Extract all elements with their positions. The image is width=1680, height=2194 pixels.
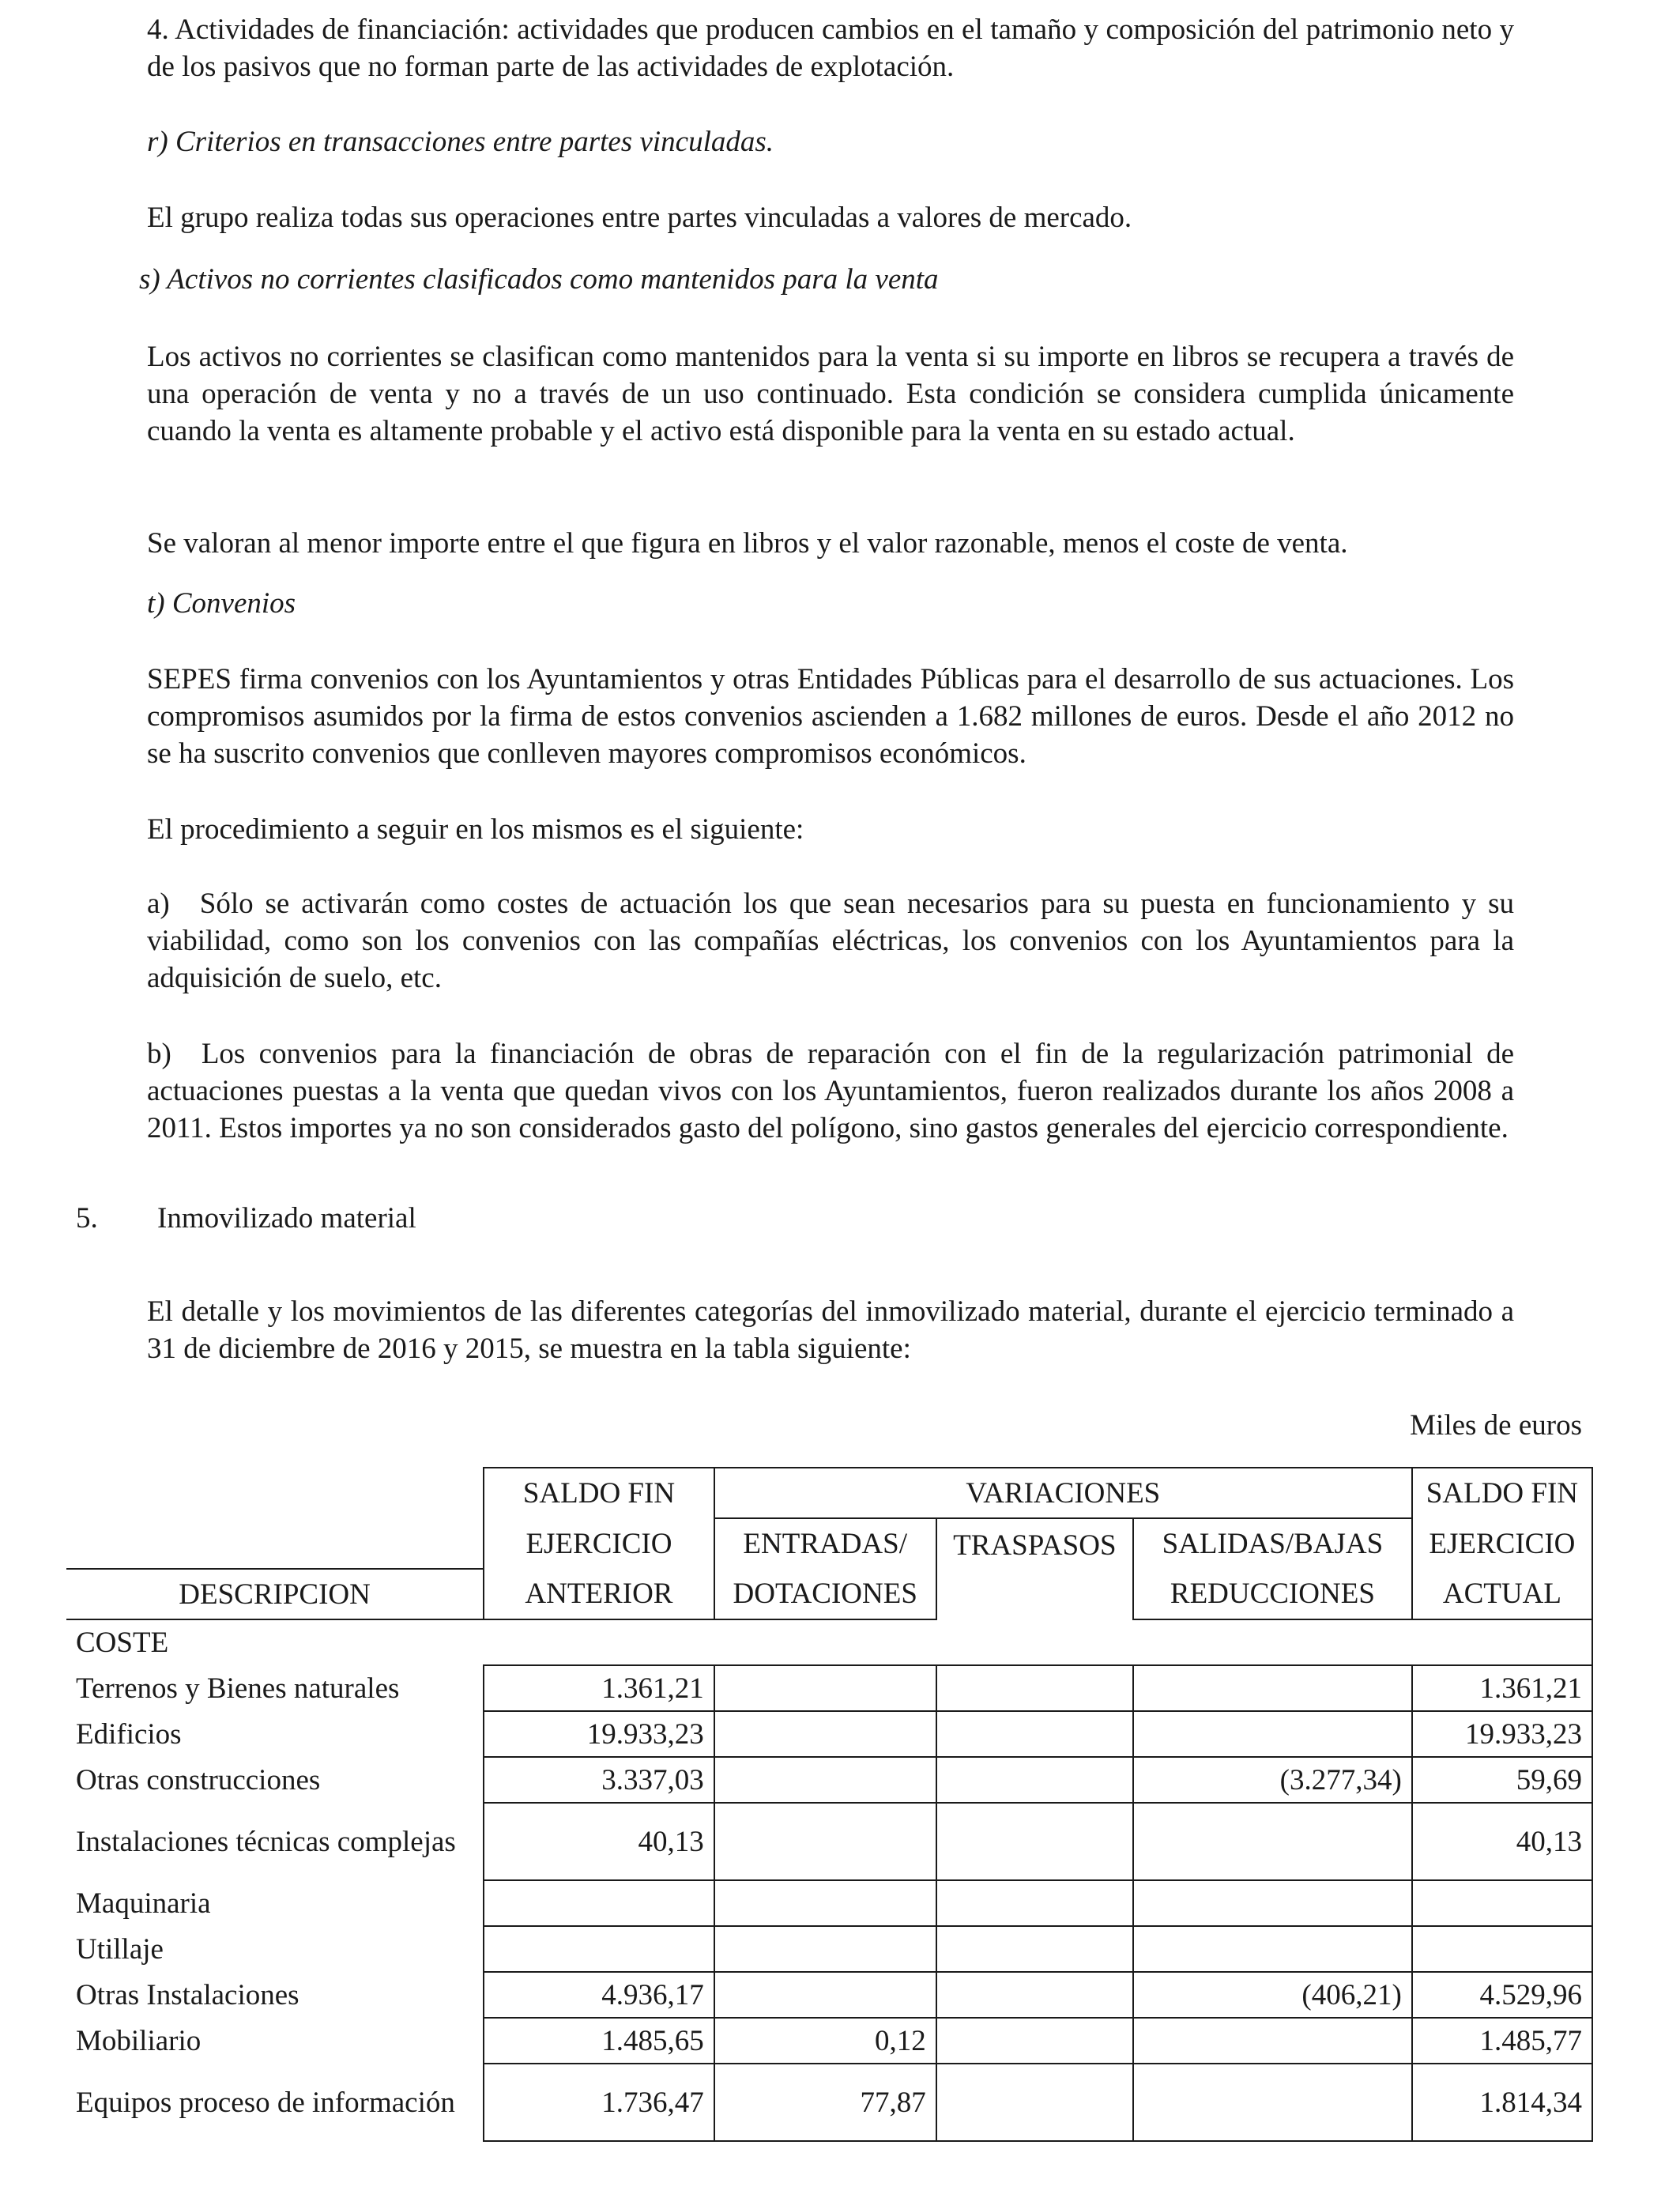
header-saldo-actual-2: EJERCICIO: [1412, 1518, 1592, 1569]
row-label: Equipos proceso de información: [76, 2086, 455, 2119]
cell-actual: 1.814,34: [1412, 2064, 1592, 2141]
header-entradas-1: ENTRADAS/: [714, 1518, 936, 1569]
section-number: 5.: [76, 1202, 98, 1235]
cell-anterior: 3.337,03: [484, 1757, 714, 1803]
cell-anterior: 4.936,17: [484, 1972, 714, 2018]
cell-anterior: 40,13: [484, 1803, 714, 1880]
cell-entradas: [714, 1880, 936, 1926]
item-b-text: Los convenios para la financiación de obras de reparación con el fin de la regularización patrimonial de actuaciones puestas a la venta que quedan vivos con los Ayuntamientos, fueron realizados durante los años 2008 a 2011. Estos importes ya no son considerados gasto del polígono, sino gastos generales del ejercicio correspondiente.: [147, 1038, 1514, 1144]
row-label: Otras Instalaciones: [76, 1978, 299, 2011]
header-traspasos: TRASPASOS: [936, 1518, 1133, 1619]
cell-anterior: 1.485,65: [484, 2018, 714, 2064]
header-saldo-anterior-2: EJERCICIO: [484, 1518, 714, 1569]
table-row: [66, 2064, 1592, 2141]
header-saldo-actual-1: SALDO FIN: [1412, 1468, 1592, 1518]
row-label: Terrenos y Bienes naturales: [76, 1672, 400, 1705]
header-variaciones: VARIACIONES: [714, 1468, 1412, 1518]
table-row: [66, 1711, 1592, 1757]
item-b-label: b): [147, 1038, 171, 1070]
cell-entradas: 77,87: [714, 2064, 936, 2141]
table-row: [66, 1665, 1592, 1711]
cell-salidas: [1133, 1803, 1412, 1880]
units-label: Miles de euros: [1410, 1409, 1582, 1442]
cell-salidas: [1133, 1926, 1412, 1972]
cell-traspasos: [936, 1665, 1133, 1711]
row-label: Mobiliario: [76, 2024, 202, 2057]
header-saldo-anterior-3: ANTERIOR: [484, 1569, 714, 1619]
cell-traspasos: [936, 1711, 1133, 1757]
table-row: [66, 1757, 1592, 1803]
heading-related-parties: r) Criterios en transacciones entre partes vinculadas.: [147, 126, 774, 158]
cell-actual: 19.933,23: [1412, 1711, 1592, 1757]
cell-anterior: [484, 1880, 714, 1926]
cell-actual: 1.485,77: [1412, 2018, 1592, 2064]
row-label: Instalaciones técnicas complejas: [76, 1825, 456, 1858]
table-row: [66, 1926, 1592, 1972]
fixed-assets-table: [66, 1467, 1593, 2142]
paragraph-item-b: [147, 1035, 1514, 1147]
cell-actual: [1412, 1880, 1592, 1926]
cell-traspasos: [936, 1880, 1133, 1926]
paragraph-table-intro: El detalle y los movimientos de las diferentes categorías del inmovilizado material, durante el ejercicio terminado a 31 de diciembre de 2016 y 2015, se muestra en la tabla siguiente:: [147, 1295, 1514, 1365]
row-label: Edificios: [76, 1717, 182, 1751]
heading-assets-held-for-sale: s) Activos no corrientes clasificados como mantenidos para la venta: [139, 263, 939, 296]
item-a-text: Sólo se activarán como costes de actuación los que sean necesarios para su puesta en funcionamiento y su viabilidad, como son los convenios con las compañías eléctricas, los convenios con los Ayuntamientos para la adquisición de suelo, etc.: [147, 888, 1514, 994]
item-a-label: a): [147, 888, 170, 920]
cell-salidas: [1133, 1711, 1412, 1757]
cell-salidas: [1133, 2018, 1412, 2064]
paragraph-related-parties: El grupo realiza todas sus operaciones entre partes vinculadas a valores de mercado.: [147, 202, 1132, 234]
cell-entradas: [714, 1757, 936, 1803]
paragraph-item-a: [147, 885, 1514, 997]
row-label: Utillaje: [76, 1932, 164, 1966]
section-coste: COSTE: [76, 1627, 169, 1659]
cell-entradas: [714, 1926, 936, 1972]
cell-entradas: [714, 1711, 936, 1757]
table-row: [66, 1972, 1592, 2018]
table-row: [66, 1880, 1592, 1926]
header-salidas-2: REDUCCIONES: [1133, 1569, 1412, 1619]
cell-anterior: 1.736,47: [484, 2064, 714, 2141]
cell-actual: 4.529,96: [1412, 1972, 1592, 2018]
row-label: Otras construcciones: [76, 1763, 321, 1796]
cell-traspasos: [936, 1803, 1133, 1880]
cell-salidas: [1133, 1880, 1412, 1926]
cell-entradas: [714, 1972, 936, 2018]
cell-entradas: [714, 1665, 936, 1711]
section-title: Inmovilizado material: [157, 1202, 416, 1235]
cell-actual: 40,13: [1412, 1803, 1592, 1880]
paragraph-assets-held-for-sale: Los activos no corrientes se clasifican como mantenidos para la venta si su importe en libros se recupera a través de una operación de venta y no a través de un uso continuado. Esta condición se considera cumplida únicamente cuando la venta es altamente probable y el activo está disponible para la venta en su estado actual.: [147, 341, 1514, 447]
paragraph-valuation: Se valoran al menor importe entre el que figura en libros y el valor razonable, menos el coste de venta.: [147, 527, 1348, 560]
cell-traspasos: [936, 1926, 1133, 1972]
header-saldo-actual-3: ACTUAL: [1412, 1569, 1592, 1619]
cell-traspasos: [936, 2064, 1133, 2141]
table-row: [66, 1803, 1592, 1880]
header-blank-2: [66, 1518, 484, 1569]
cell-traspasos: [936, 2018, 1133, 2064]
paragraph-agreements: SEPES firma convenios con los Ayuntamientos y otras Entidades Públicas para el desarrollo de sus actuaciones. Los compromisos asumidos por la firma de estos convenios ascienden a 1.682 millones de euros. Desde el año 2012 no se ha suscrito convenios que conlleven mayores compromisos económicos.: [147, 663, 1514, 770]
paragraph-financing-activities: 4. Actividades de financiación: actividades que producen cambios en el tamaño y composición del patrimonio neto y de los pasivos que no forman parte de las actividades de explotación.: [147, 13, 1514, 83]
cell-anterior: [484, 1926, 714, 1972]
cell-salidas: [1133, 2064, 1412, 2141]
cell-traspasos: [936, 1757, 1133, 1803]
cell-entradas: 0,12: [714, 2018, 936, 2064]
header-salidas-1: SALIDAS/BAJAS: [1133, 1518, 1412, 1569]
cell-salidas: (3.277,34): [1133, 1757, 1412, 1803]
header-saldo-anterior-1: SALDO FIN: [484, 1468, 714, 1518]
cell-salidas: [1133, 1665, 1412, 1711]
header-descripcion: DESCRIPCION: [66, 1569, 484, 1619]
cell-actual: 59,69: [1412, 1757, 1592, 1803]
cell-entradas: [714, 1803, 936, 1880]
cell-actual: 1.361,21: [1412, 1665, 1592, 1711]
cell-anterior: 19.933,23: [484, 1711, 714, 1757]
table-row: [66, 2018, 1592, 2064]
header-entradas-2: DOTACIONES: [714, 1569, 936, 1619]
heading-agreements: t) Convenios: [147, 587, 296, 620]
row-label: Maquinaria: [76, 1887, 211, 1920]
cell-anterior: 1.361,21: [484, 1665, 714, 1711]
paragraph-procedure: El procedimiento a seguir en los mismos es el siguiente:: [147, 813, 804, 846]
cell-traspasos: [936, 1972, 1133, 2018]
cell-salidas: (406,21): [1133, 1972, 1412, 2018]
cell-actual: [1412, 1926, 1592, 1972]
header-blank: [66, 1468, 484, 1518]
